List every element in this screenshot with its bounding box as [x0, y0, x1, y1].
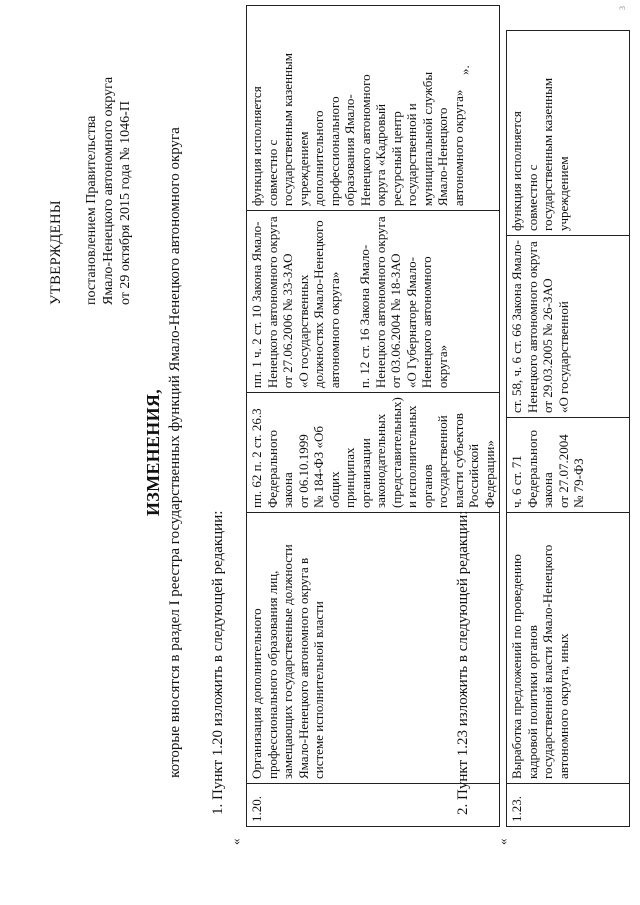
- row-number: 1.23.: [509, 796, 524, 822]
- item2-note: [507, 31, 630, 236]
- item1-federal-basis: [247, 393, 500, 513]
- item2-federal-basis: [507, 418, 630, 513]
- cell-line: функция исполняется: [509, 111, 524, 231]
- cell-line: № 79-ФЗ: [571, 458, 586, 508]
- document-title: ИЗМЕНЕНИЯ,: [143, 389, 163, 517]
- cell-line: п. 12 ст. 16 Закона Ямало-: [357, 244, 372, 389]
- cell-line: автономного округа, иных: [555, 633, 571, 779]
- cell-line: Ненецкого автономного: [419, 256, 434, 389]
- cell-line: учреждением: [555, 156, 571, 231]
- cell-line: (представительных): [388, 397, 404, 508]
- cell-line: власти субъектов: [450, 413, 466, 508]
- item1-regional-basis: [247, 211, 500, 393]
- cell-line: от 06.10.1999: [295, 434, 311, 508]
- cell-line: Российской: [466, 443, 481, 508]
- opening-quote: «: [495, 838, 510, 845]
- cell-line: округа»: [434, 344, 450, 389]
- table-row: [507, 31, 630, 827]
- approval-line: Ямало-Ненецкого автономного округа: [101, 76, 116, 305]
- opening-quote: «: [228, 838, 243, 845]
- cell-line: Федерального закона: [264, 429, 295, 508]
- cell-line: Ненецкого автономного округа: [372, 216, 388, 389]
- approval-line: от 29 октября 2015 года № 1046-П: [118, 101, 133, 305]
- approval-stamp: [48, 55, 134, 305]
- margin-mark: 3: [618, 6, 627, 10]
- cell-line: «О Губернаторе Ямало-: [403, 256, 419, 389]
- cell-line: пп. 1 ч. 2 ст. 10 Закона Ямало-: [249, 221, 264, 389]
- cell-line: государственной и: [404, 103, 419, 207]
- cell-line: ч. 6 ст. 71: [509, 455, 524, 508]
- approval-heading: УТВЕРЖДЕНЫ: [48, 199, 64, 305]
- cell-line: принципах: [342, 447, 357, 508]
- cell-line: Ямало-Ненецкого: [435, 107, 450, 207]
- cell-line: органов: [419, 464, 435, 508]
- cell-line: профессионального: [326, 96, 342, 207]
- item2-regional-basis: [507, 236, 630, 418]
- cell-line: автономного округа»: [450, 89, 466, 207]
- item1-heading: 1. Пункт 1.20 изложить в следующей редакции:: [210, 510, 226, 815]
- cell-line: «О государственной: [555, 301, 571, 413]
- item2-table: [506, 30, 630, 827]
- document-subtitle: которые вносятся в раздел I реестра государственных функций Ямало-Ненецкого автономного округа: [167, 127, 183, 778]
- item2-number: [507, 784, 630, 827]
- row-number: 1.20.: [249, 796, 264, 822]
- cell-line: Ненецкого автономного округа: [524, 241, 540, 413]
- item2-heading: 2. Пункт 1.23 изложить в следующей редакции:: [455, 510, 471, 815]
- cell-line: ресурсный центр: [388, 111, 404, 207]
- cell-line: государственным казенным: [280, 53, 295, 207]
- cell-line: законодательных: [373, 413, 388, 508]
- cell-line: от 27.07.2004: [555, 434, 571, 508]
- cell-line: «О государственных: [295, 274, 311, 389]
- cell-spacer: [342, 215, 357, 388]
- cell-line: государственным казенным: [540, 77, 555, 231]
- closing-quote: ».: [457, 65, 472, 75]
- cell-line: дополнительного: [311, 110, 326, 207]
- cell-line: от 27.06.2006 № 33-ЗАО: [280, 253, 295, 389]
- cell-line: профессионального образования лиц,: [264, 570, 280, 779]
- cell-line: образования Ямало-: [342, 94, 357, 207]
- cell-line: кадровой политики органов: [524, 625, 540, 779]
- cell-line: пп. 62 п. 2 ст. 26.3: [249, 408, 264, 508]
- cell-line: совместно с: [264, 139, 280, 207]
- cell-line: системе исполнительной власти: [311, 601, 326, 779]
- cell-line: Ямало-Ненецкого автономного округа в: [295, 557, 311, 779]
- cell-line: государственной: [435, 415, 450, 508]
- cell-line: замещающих государственные должности: [280, 544, 295, 779]
- cell-line: должностях Ямало-Ненецкого: [311, 220, 326, 389]
- cell-line: функция исполняется: [249, 86, 264, 207]
- item2-function-name: [507, 513, 630, 784]
- cell-line: ст. 58, ч. 6 ст. 66 Закона Ямало-: [509, 240, 524, 413]
- cell-line: совместно с: [524, 164, 540, 231]
- cell-line: автономного округа»: [326, 271, 342, 389]
- cell-line: организации: [357, 438, 373, 508]
- cell-line: и исполнительных: [404, 405, 419, 508]
- cell-line: Ненецкого автономного: [357, 74, 373, 207]
- cell-line: Выработка предложений по проведению: [509, 554, 524, 779]
- cell-line: округа «Кадровый: [373, 103, 388, 207]
- cell-line: государственной власти Ямало-Ненецкого: [540, 544, 555, 779]
- cell-line: учреждением: [295, 131, 311, 207]
- cell-line: муниципальной службы: [419, 71, 435, 207]
- cell-line: от 03.06.2004 № 18-ЗАО: [388, 253, 403, 389]
- cell-line: Организация дополнительного: [249, 608, 264, 779]
- approval-line: постановлением Правительства: [84, 115, 99, 305]
- cell-line: Федерального закона: [524, 429, 555, 508]
- item1-note: [247, 6, 500, 211]
- cell-line: от 29.03.2005 № 26-ЗАО: [540, 278, 555, 413]
- cell-line: Ненецкого автономного округа: [264, 216, 280, 389]
- cell-line: Федерации»: [481, 440, 497, 508]
- cell-line: № 184-ФЗ «Об общих: [311, 425, 342, 508]
